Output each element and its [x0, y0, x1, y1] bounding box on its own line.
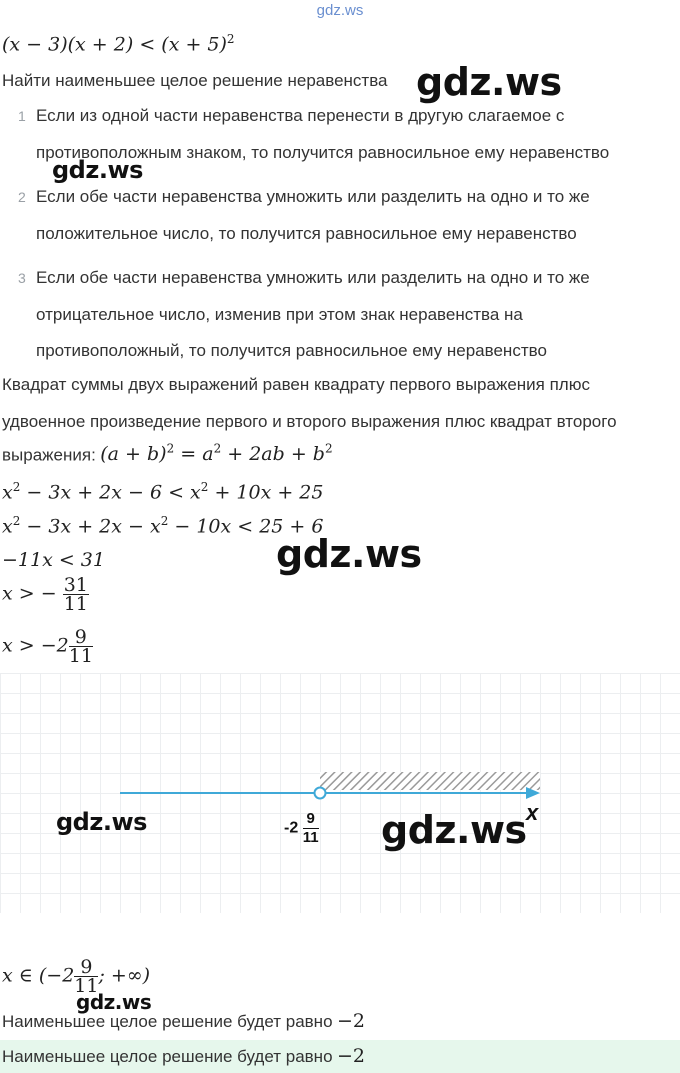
point-label-whole: -2: [284, 819, 299, 837]
solution-step-4: x > − $\frac{31}{11}$: [2, 574, 88, 615]
square-of-sum-formula: $(a + b)^2 = a^2 + 2ab + b^2$: [100, 442, 333, 466]
number-line-chart: [0, 673, 680, 913]
site-watermark: gdz.ws: [381, 808, 527, 852]
formula-text-line: удвоенное произведение первого и второго выражения плюс квадрат второго: [2, 412, 617, 431]
answer-text: Наименьшее целое решение будет равно: [2, 1047, 333, 1066]
rule-number: 2: [18, 189, 26, 205]
rule-text-line: Если обе части неравенства умножить или разделить на одно и то же: [36, 187, 590, 206]
fraction: $\frac{9}{11}$: [74, 956, 99, 997]
solution-step-1: $x^2 - 3x + 2x - 6 < x^2 + 10x + 25$: [2, 480, 324, 504]
task-inequality-left: (x − 3)(x + 2): [2, 33, 134, 56]
site-watermark: gdz.ws: [76, 990, 152, 1014]
open-point-marker: [315, 788, 326, 799]
answer-line: [2, 1045, 365, 1067]
site-watermark: gdz.ws: [52, 156, 143, 184]
axis-label-x: x: [526, 800, 539, 825]
rule-number: 3: [18, 270, 26, 286]
fraction: $\frac{9}{11}$: [68, 628, 93, 667]
solution-step-2: $x^2 - 3x + 2x - x^2 - 10x < 25 + 6$: [2, 514, 324, 538]
point-label: [284, 810, 319, 847]
answer-value: −2: [336, 1045, 365, 1067]
task-inequality-right: (x + 5): [161, 33, 227, 56]
rule-text-line: противоположным знаком, то получится равносильное ему неравенство: [36, 143, 610, 162]
task-inequality-operator: <: [139, 33, 156, 56]
rule-text-line: отрицательное число, изменив при этом знак неравенства на: [36, 305, 523, 324]
formula-line: [2, 442, 333, 465]
solution-set: x ∈ (−2 $\frac{9}{11}$ ; +∞): [2, 956, 151, 997]
fraction: $\frac{31}{11}$: [63, 574, 88, 615]
task-inequality: [2, 32, 235, 55]
rule-text-line: Если из одной части неравенства перенести в другую слагаемое с: [36, 106, 565, 125]
point-label-fraction: $\frac{9}{11}$: [302, 810, 319, 846]
conclusion-line: [2, 1010, 365, 1032]
formula-text-line: Квадрат суммы двух выражений равен квадрату первого выражения плюс: [2, 375, 590, 394]
site-watermark: gdz.ws: [416, 60, 562, 104]
conclusion-text: Наименьшее целое решение будет равно: [2, 1012, 333, 1031]
site-watermark-top: gdz.ws: [316, 2, 364, 19]
site-watermark: gdz.ws: [276, 532, 422, 576]
rule-text-line: противоположный, то получится равносильное ему неравенство: [36, 341, 547, 360]
rule-number: 1: [18, 108, 26, 124]
site-watermark: gdz.ws: [56, 808, 147, 836]
rule-text-line: Если обе части неравенства умножить или разделить на одно и то же: [36, 268, 590, 287]
task-prompt: Найти наименьшее целое решение неравенства: [2, 71, 388, 90]
solution-step-3: −11x < 31: [2, 549, 105, 571]
solution-hatching: [320, 772, 540, 790]
rule-text-line: положительное число, то получится равносильное ему неравенство: [36, 224, 577, 243]
task-inequality-exponent: 2: [226, 32, 235, 46]
solution-step-5: x > −2 $\frac{9}{11}$: [2, 628, 93, 667]
conclusion-value: −2: [336, 1010, 365, 1032]
formula-text-line: выражения:: [2, 445, 96, 465]
